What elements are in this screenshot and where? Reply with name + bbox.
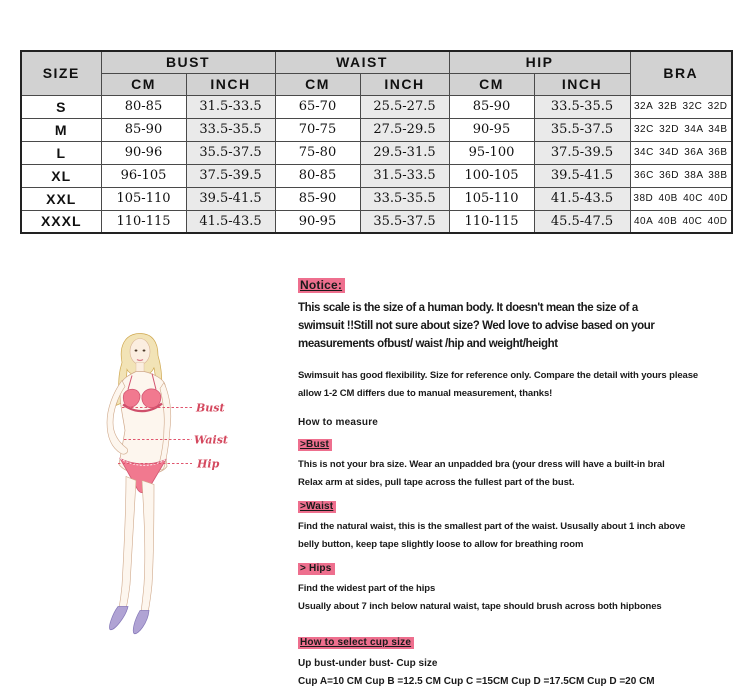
table-row-xxl <box>21 187 732 210</box>
waist-inch-cell: 31.5-33.5 <box>360 164 449 187</box>
waist-inch-cell: 27.5-29.5 <box>360 118 449 141</box>
hips-section-heading: > Hips <box>298 563 335 575</box>
bust-instruction-line: This is not your bra size. Wear an unpadded bra (your dress will have a built-in bral <box>298 459 665 470</box>
hip-cm-cell: 95-100 <box>449 141 534 164</box>
header-bust-cm: CM <box>101 73 186 95</box>
left-shoe <box>109 607 128 630</box>
bra-cell: 34C 34D 36A 36B <box>630 141 732 164</box>
woman-sketch-illustration <box>80 298 260 648</box>
header-hip-inch: INCH <box>534 73 630 95</box>
measurement-figure <box>80 298 260 648</box>
header-size: SIZE <box>21 51 101 95</box>
hip-inch-cell: 39.5-41.5 <box>534 164 630 187</box>
waist-measure-label: Waist <box>194 433 228 447</box>
notice-text-line: This scale is the size of a human body. It doesn't mean the size of a <box>298 302 638 314</box>
size-cell: XXL <box>21 187 101 210</box>
header-row-groups <box>21 51 732 73</box>
bust-inch-cell: 37.5-39.5 <box>186 164 275 187</box>
waist-cm-cell: 85-90 <box>275 187 360 210</box>
hip-measure-label: Hip <box>197 457 220 471</box>
bra-cell: 38D 40B 40C 40D <box>630 187 732 210</box>
cup-size-line: Up bust-under bust- Cup size <box>298 658 438 669</box>
size-cell: M <box>21 118 101 141</box>
bra-cell: 32C 32D 34A 34B <box>630 118 732 141</box>
waist-cm-cell: 80-85 <box>275 164 360 187</box>
bra-cell: 32A 32B 32C 32D <box>630 95 732 118</box>
notice-heading: Notice: <box>298 278 345 293</box>
left-eye <box>135 350 138 352</box>
hips-instruction-line: Find the widest part of the hips <box>298 583 436 594</box>
header-bust: BUST <box>101 51 275 73</box>
hip-inch-cell: 33.5-35.5 <box>534 95 630 118</box>
bra-cell: 40A 40B 40C 40D <box>630 210 732 233</box>
table-row-xl <box>21 164 732 187</box>
bust-section-heading: >Bust <box>298 439 332 451</box>
notice-text-line: measurements ofbust/ waist /hip and weight/height <box>298 338 558 350</box>
notice-text-line: swimsuit !!Still not sure about size? Wed love to advise based on your <box>298 320 655 332</box>
right-leg <box>141 481 154 613</box>
info-column <box>298 276 750 691</box>
flexibility-note-line: Swimsuit has good flexibility. Size for reference only. Compare the detail with yours please <box>298 370 699 381</box>
table-row-l <box>21 141 732 164</box>
table-row-m <box>21 118 732 141</box>
cup-size-line: Cup A=10 CM Cup B =12.5 CM Cup C =15CM Cup D =17.5CM Cup D =20 CM <box>298 676 655 687</box>
right-shoe <box>133 611 149 634</box>
hip-cm-cell: 110-115 <box>449 210 534 233</box>
hip-cm-cell: 105-110 <box>449 187 534 210</box>
bust-inch-cell: 41.5-43.5 <box>186 210 275 233</box>
table-row-xxxl <box>21 210 732 233</box>
header-bra: BRA <box>630 51 732 95</box>
hip-cm-cell: 100-105 <box>449 164 534 187</box>
bust-inch-cell: 35.5-37.5 <box>186 141 275 164</box>
bust-cm-cell: 105-110 <box>101 187 186 210</box>
header-bust-inch: INCH <box>186 73 275 95</box>
waist-cm-cell: 75-80 <box>275 141 360 164</box>
header-hip-cm: CM <box>449 73 534 95</box>
bust-cm-cell: 90-96 <box>101 141 186 164</box>
waist-instruction-line: belly button, keep tape slightly loose to allow for breathing room <box>298 539 584 550</box>
bust-inch-cell: 33.5-35.5 <box>186 118 275 141</box>
hip-inch-cell: 35.5-37.5 <box>534 118 630 141</box>
waist-cm-cell: 90-95 <box>275 210 360 233</box>
hip-cm-cell: 90-95 <box>449 118 534 141</box>
hip-cm-cell: 85-90 <box>449 95 534 118</box>
waist-cm-cell: 65-70 <box>275 95 360 118</box>
header-hip: HIP <box>449 51 630 73</box>
size-cell: XL <box>21 164 101 187</box>
table-row-s <box>21 95 732 118</box>
waist-instruction-line: Find the natural waist, this is the smallest part of the waist. Ususally about 1 inch above <box>298 521 686 532</box>
waist-section-heading: >Waist <box>298 501 336 513</box>
size-cell: L <box>21 141 101 164</box>
how-to-measure-heading: How to measure <box>298 417 379 428</box>
bust-cm-cell: 110-115 <box>101 210 186 233</box>
size-cell: XXXL <box>21 210 101 233</box>
bikini-top-right-cup <box>142 389 161 408</box>
hip-inch-cell: 41.5-43.5 <box>534 187 630 210</box>
header-row-units <box>21 73 732 95</box>
bust-inch-cell: 31.5-33.5 <box>186 95 275 118</box>
bust-cm-cell: 96-105 <box>101 164 186 187</box>
header-waist-inch: INCH <box>360 73 449 95</box>
bust-cm-cell: 80-85 <box>101 95 186 118</box>
waist-inch-cell: 29.5-31.5 <box>360 141 449 164</box>
waist-cm-cell: 70-75 <box>275 118 360 141</box>
torso <box>119 372 167 475</box>
size-cell: S <box>21 95 101 118</box>
bust-instruction-line: Relax arm at sides, pull tape across the fullest part of the bust. <box>298 477 575 488</box>
waist-inch-cell: 33.5-35.5 <box>360 187 449 210</box>
cup-size-heading: How to select cup size <box>298 637 414 649</box>
left-leg <box>119 477 136 609</box>
flexibility-note-line: allow 1-2 CM differs due to manual measurement, thanks! <box>298 388 553 399</box>
bust-measure-label: Bust <box>196 401 225 415</box>
hip-inch-cell: 37.5-39.5 <box>534 141 630 164</box>
waist-inch-cell: 35.5-37.5 <box>360 210 449 233</box>
right-eye <box>143 350 146 352</box>
bra-cell: 36C 36D 38A 38B <box>630 164 732 187</box>
header-waist: WAIST <box>275 51 449 73</box>
hips-instruction-line: Usually about 7 inch below natural waist, tape should brush across both hipbones <box>298 601 662 612</box>
bust-inch-cell: 39.5-41.5 <box>186 187 275 210</box>
bust-cm-cell: 85-90 <box>101 118 186 141</box>
hip-inch-cell: 45.5-47.5 <box>534 210 630 233</box>
header-waist-cm: CM <box>275 73 360 95</box>
size-chart-table <box>20 50 733 234</box>
waist-inch-cell: 25.5-27.5 <box>360 95 449 118</box>
